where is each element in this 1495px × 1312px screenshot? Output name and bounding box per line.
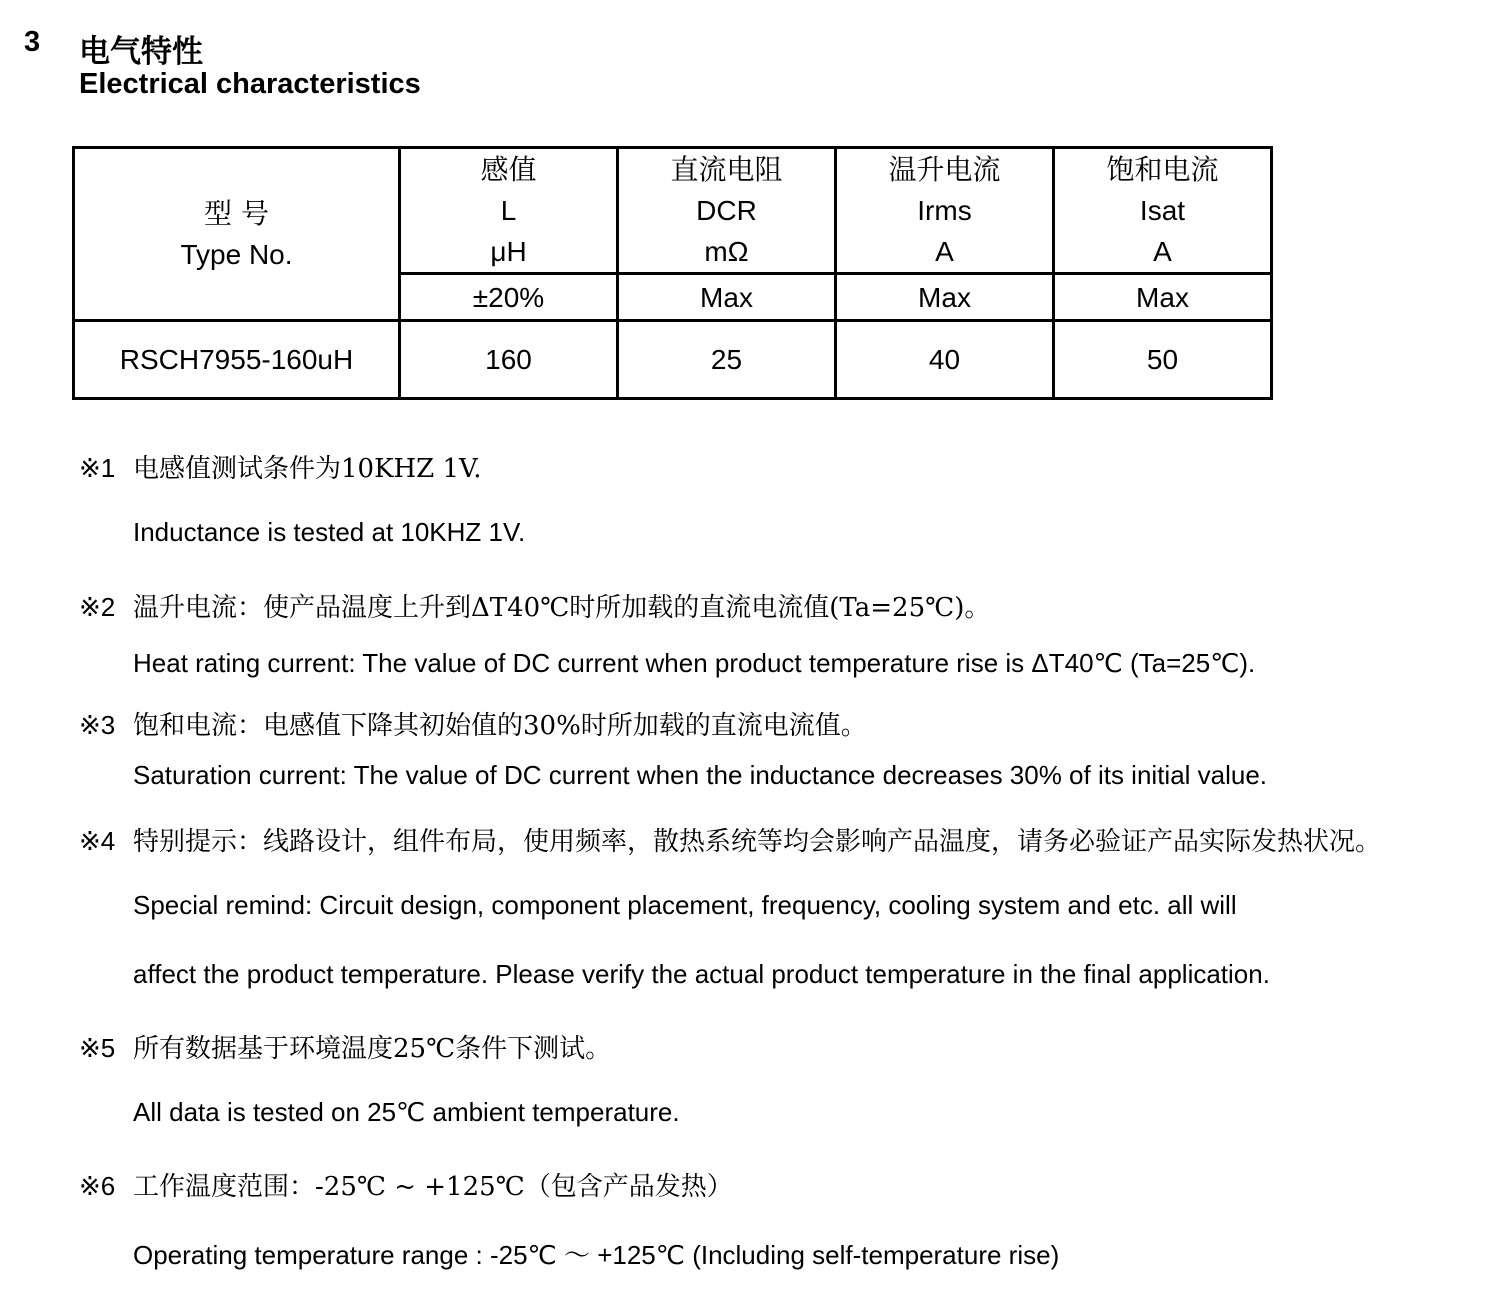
note-mark: ※5 bbox=[79, 1033, 116, 1063]
irms-tolerance: Max bbox=[836, 274, 1054, 321]
dcr-tolerance: Max bbox=[618, 274, 836, 321]
column-unit: A bbox=[1153, 236, 1172, 267]
model-cell: RSCH7955-160uH bbox=[74, 321, 400, 399]
column-unit: A bbox=[935, 236, 954, 267]
column-name-zh: 直流电阻 bbox=[670, 153, 783, 186]
section-number: 3 bbox=[24, 26, 41, 58]
note-3-en: Saturation current: The value of DC current when the inductance decreases 30% of its initial value. bbox=[133, 760, 1268, 790]
irms-value: 40 bbox=[836, 321, 1054, 399]
column-symbol: L bbox=[500, 195, 517, 226]
note-text-zh: 饱和电流：电感值下降其初始值的30%时所加载的直流电流值。 bbox=[133, 711, 867, 741]
table-header-row bbox=[74, 148, 1272, 274]
note-mark: ※1 bbox=[79, 453, 116, 483]
type-no-header bbox=[74, 148, 400, 321]
note-text-zh: 电感值测试条件为10KHZ 1V. bbox=[133, 454, 482, 484]
note-text-zh: 工作温度范围：-25℃ ~ +125℃（包含产品发热） bbox=[133, 1172, 733, 1202]
column-symbol: Isat bbox=[1139, 195, 1186, 226]
electrical-characteristics-table bbox=[72, 146, 1273, 400]
note-text-zh: 所有数据基于环境温度25℃条件下测试。 bbox=[133, 1034, 612, 1064]
inductance-tolerance: ±20% bbox=[400, 274, 618, 321]
irms-header bbox=[836, 148, 1054, 274]
note-text-zh: 特别提示：线路设计，组件布局，使用频率，散热系统等均会影响产品温度，请务必验证产品实际发热状况。 bbox=[133, 827, 1382, 857]
note-mark: ※2 bbox=[79, 592, 116, 622]
note-5-en: All data is tested on 25℃ ambient temperature. bbox=[133, 1097, 680, 1127]
table-row bbox=[74, 321, 1272, 399]
note-4-en-continued: affect the product temperature. Please verify the actual product temperature in the final application. bbox=[133, 959, 1270, 989]
note-mark: ※3 bbox=[79, 710, 116, 740]
section-title-en: Electrical characteristics bbox=[79, 68, 421, 100]
isat-value: 50 bbox=[1054, 321, 1272, 399]
column-unit: μH bbox=[490, 236, 527, 267]
note-6-zh bbox=[79, 1166, 733, 1203]
note-1-en: Inductance is tested at 10KHZ 1V. bbox=[133, 517, 526, 547]
note-mark: ※6 bbox=[79, 1171, 116, 1201]
note-1-zh bbox=[79, 448, 482, 485]
type-header-zh: 型 号 bbox=[204, 197, 269, 230]
inductance-header bbox=[400, 148, 618, 274]
section-title-zh: 电气特性 bbox=[79, 34, 203, 70]
dcr-header bbox=[618, 148, 836, 274]
note-3-zh bbox=[79, 705, 867, 742]
note-2-en: Heat rating current: The value of DC current when product temperature rise is ΔT40℃ (Ta=25℃). bbox=[133, 648, 1256, 678]
type-header-en: Type No. bbox=[180, 239, 293, 270]
note-text-zh: 温升电流：使产品温度上升到ΔT40℃时所加载的直流电流值(Ta=25℃)。 bbox=[133, 593, 991, 623]
column-symbol: Irms bbox=[917, 195, 972, 226]
isat-tolerance: Max bbox=[1054, 274, 1272, 321]
column-unit: mΩ bbox=[704, 236, 749, 267]
inductance-value: 160 bbox=[400, 321, 618, 399]
column-symbol: DCR bbox=[696, 195, 757, 226]
isat-header bbox=[1054, 148, 1272, 274]
column-name-zh: 温升电流 bbox=[888, 153, 1001, 186]
note-4-zh bbox=[79, 821, 1381, 858]
dcr-value: 25 bbox=[618, 321, 836, 399]
note-mark: ※4 bbox=[79, 826, 116, 856]
column-name-zh: 饱和电流 bbox=[1106, 153, 1219, 186]
column-name-zh: 感值 bbox=[480, 153, 537, 186]
note-6-en: Operating temperature range : -25℃ ～ +125℃ (Including self-temperature rise) bbox=[133, 1240, 1060, 1270]
note-5-zh bbox=[79, 1028, 611, 1065]
note-2-zh bbox=[79, 587, 990, 624]
note-4-en: Special remind: Circuit design, component placement, frequency, cooling system and etc. all will bbox=[133, 890, 1237, 920]
